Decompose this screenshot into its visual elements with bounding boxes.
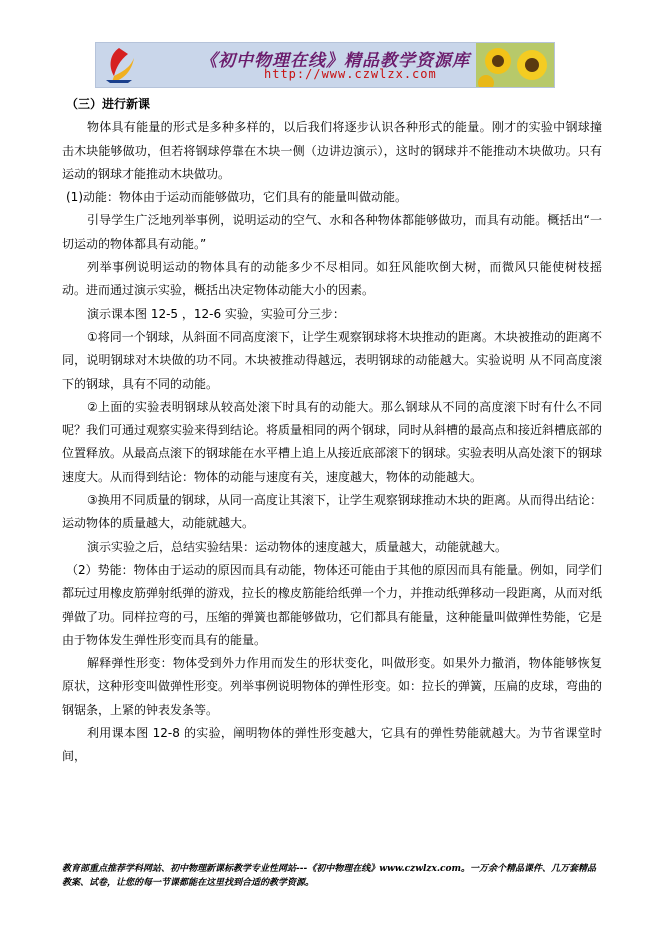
paragraph: 利用课本图 12-8 的实验，阐明物体的弹性形变越大，它具有的弹性势能就越大。为节省课堂时间， — [62, 726, 602, 764]
banner-url: http://www.czwlzx.com — [264, 67, 437, 81]
paragraph: (1)动能：物体由于运动而能够做功，它们具有的能量叫做动能。 — [66, 190, 408, 205]
paragraph: 列举事例说明运动的物体具有的动能多少不尽相同。如狂风能吹倒大树，而微风只能使树枝摇动。进而通过演示实验，概括出决定物体动能大小的因素。 — [62, 260, 602, 298]
paragraph: 演示课本图 12-5 ，12-6 实验，实验可分三步： — [87, 306, 345, 321]
paragraph: 解释弹性形变：物体受到外力作用而发生的形状变化，叫做形变。如果外力撤消，物体能够恢复原状，这种形变叫做弹性形变。列举事例说明物体的弹性形变。如：拉长的弹簧，压扁的皮球，弯曲的钢锯条，上紧的钟表发条等。 — [62, 656, 603, 717]
site-logo-icon — [102, 46, 136, 84]
section-heading: （三）进行新课 — [66, 97, 151, 111]
header-banner — [95, 42, 555, 88]
banner-title: 《初中物理在线》精品教学资源库 — [200, 51, 470, 71]
paragraph: 物体具有能量的形式是多种多样的，以后我们将逐步认识各种形式的能量。刚才的实验中钢球撞击木块能够做功，但若将钢球停靠在木块一侧（边讲边演示），这时的钢球并不能推动木块做功。只有运动的钢球才能推动木块做功。 — [62, 120, 602, 181]
paragraph: ③换用不同质量的钢球，从同一高度让其滚下，让学生观察钢球推动木块的距离。从而得出结论：运动物体的质量越大，动能就越大。 — [62, 493, 602, 531]
paragraph: ②上面的实验表明钢球从较高处滚下时具有的动能大。那么钢球从不同的高度滚下时有什么不同呢？我们可通过观察实验来得到结论。将质量相同的两个钢球，同时从斜槽的最高点和接近斜槽底部的位置释放。从最高点滚下的钢球能在水平槽上追上从接近底部滚下的钢球。实验表明从高处滚下的钢球速度大。从而得到结论：物体的动能与速度有关，速度越大，物体的动能越大。 — [62, 399, 603, 484]
sunflower-decoration-icon — [476, 43, 554, 87]
document-body — [62, 93, 602, 769]
paragraph: 引导学生广泛地列举事例，说明运动的空气、水和各种物体都能够做功，而具有动能。概括出“一切运动的物体都具有动能。” — [62, 213, 602, 251]
page-footer: 教育部重点推荐学科网站、初中物理新课标教学专业性网站---《初中物理在线》www.czwlzx.com。一万余个精品课件、几万套精品教案、试卷，让您的每一节课都能在这里找到合适的教学资源。 — [62, 864, 597, 888]
paragraph: ①将同一个钢球，从斜面不同高度滚下，让学生观察钢球将木块推动的距离。木块被推动的距离不同，说明钢球对木块做的功不同。木块被推动得越远，表明钢球的动能越大。实验说明 从不同高度滚下的钢球，具有不同的动能。 — [62, 329, 602, 391]
paragraph: 演示实验之后，总结实验结果：运动物体的速度越大，质量越大，动能就越大。 — [87, 539, 508, 554]
paragraph: （2）势能：物体由于运动的原因而具有动能，物体还可能由于其他的原因而具有能量。例如，同学们都玩过用橡皮筋弹射纸弹的游戏，拉长的橡皮筋能给纸弹一个力，并推动纸弹移动一段距离，从而对纸弹做了功。同样拉弯的弓，压缩的弹簧也都能够做功，它们都具有能量，这种能量叫做弹性势能，它是由于物体发生弹性形变而具有的能量。 — [62, 562, 603, 647]
